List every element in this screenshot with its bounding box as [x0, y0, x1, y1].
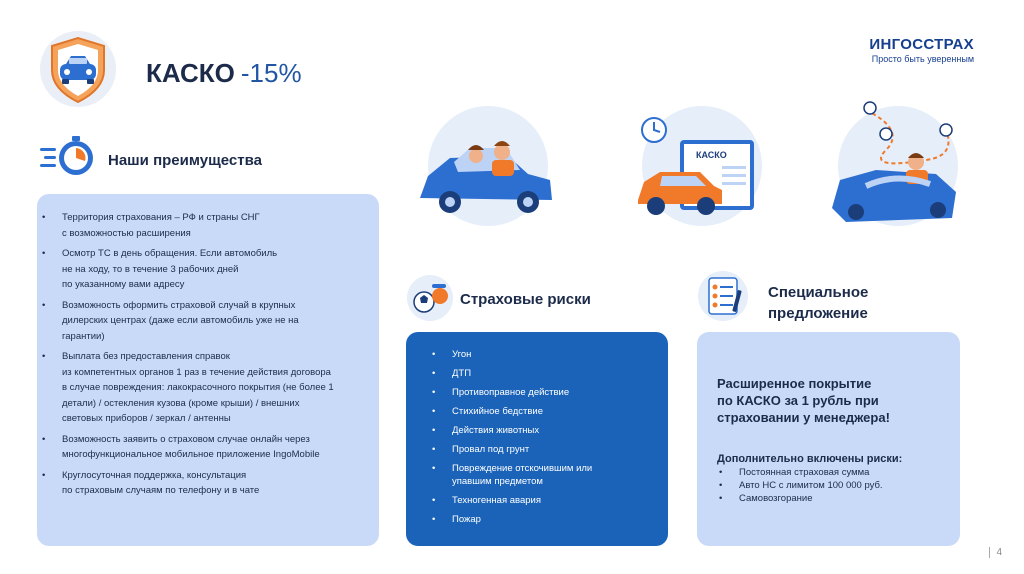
list-item: • Стихийное бедствие — [430, 405, 655, 418]
list-item: • Осмотр ТС в день обращения. Если автомобиль не на ходу, то в течение 3 рабочих дней по указанному вами адресу — [40, 246, 370, 293]
list-item: • ДТП — [430, 367, 655, 380]
advantages-title: Наши преимущества — [108, 152, 262, 169]
list-item: • Авто НС с лимитом 100 000 руб. — [717, 479, 952, 492]
list-item: • Провал под грунт — [430, 443, 655, 456]
brand-logo: ИНГОССТРАХ — [869, 36, 974, 53]
casco-document-illustration — [630, 100, 770, 230]
list-item: • Противоправное действие — [430, 386, 655, 399]
brand-slogan: Просто быть уверенным — [871, 54, 974, 64]
offer-card — [697, 332, 960, 546]
list-item: • Возможность заявить о страховом случае онлайн через многофункциональное мобильное приложение IngoMobile — [40, 432, 370, 463]
list-item: • Возможность оформить страховой случай в крупных дилерских центрах (даже если автомобиль уже не на гарантии) — [40, 298, 370, 345]
offer-text: Расширенное покрытие по КАСКО за 1 рубль при страховании у менеджера! — [717, 376, 890, 425]
card-label-text: КАСКО — [696, 150, 727, 160]
discount-text: -15% — [240, 58, 302, 88]
included-title: Дополнительно включены риски: — [717, 453, 903, 465]
list-item: • Пожар — [430, 513, 655, 526]
list-item: • Повреждение отскочившим или упавшим предметом — [430, 462, 655, 488]
included-list — [717, 466, 952, 505]
risks-title: Страховые риски — [460, 291, 591, 308]
casco-shield-icon — [38, 30, 118, 108]
list-item: • Техногенная авария — [430, 494, 655, 507]
list-item: • Самовозгорание — [717, 492, 952, 505]
checklist-icon — [697, 270, 749, 322]
list-item: • Территория страхования – РФ и страны СНГ с возможностью расширения — [40, 210, 370, 241]
list-item: • Круглосуточная поддержка, консультация по страховым случаям по телефону и в чате — [40, 468, 370, 499]
title-text: КАСКО — [146, 58, 235, 88]
page-number: 4 — [989, 547, 1002, 558]
page-title — [146, 58, 302, 89]
list-item: • Действия животных — [430, 424, 655, 437]
route-car-illustration — [826, 100, 966, 230]
stopwatch-icon — [38, 130, 98, 182]
list-item: • Постоянная страховая сумма — [717, 466, 952, 479]
advantages-list — [40, 210, 370, 504]
offer-title: Специальное предложение — [768, 284, 869, 322]
list-item: • Угон — [430, 348, 655, 361]
family-car-illustration — [410, 100, 560, 230]
risks-list — [430, 348, 655, 532]
sports-risks-icon — [406, 274, 454, 322]
list-item: • Выплата без предоставления справок из компетентных органов 1 раз в течение действия договора в случае повреждения: лакокрасочного покрытия (не более 1 детали) / остекления кузова (кроме крыши) / внешних световых приборов / зеркал / антенны — [40, 349, 370, 427]
